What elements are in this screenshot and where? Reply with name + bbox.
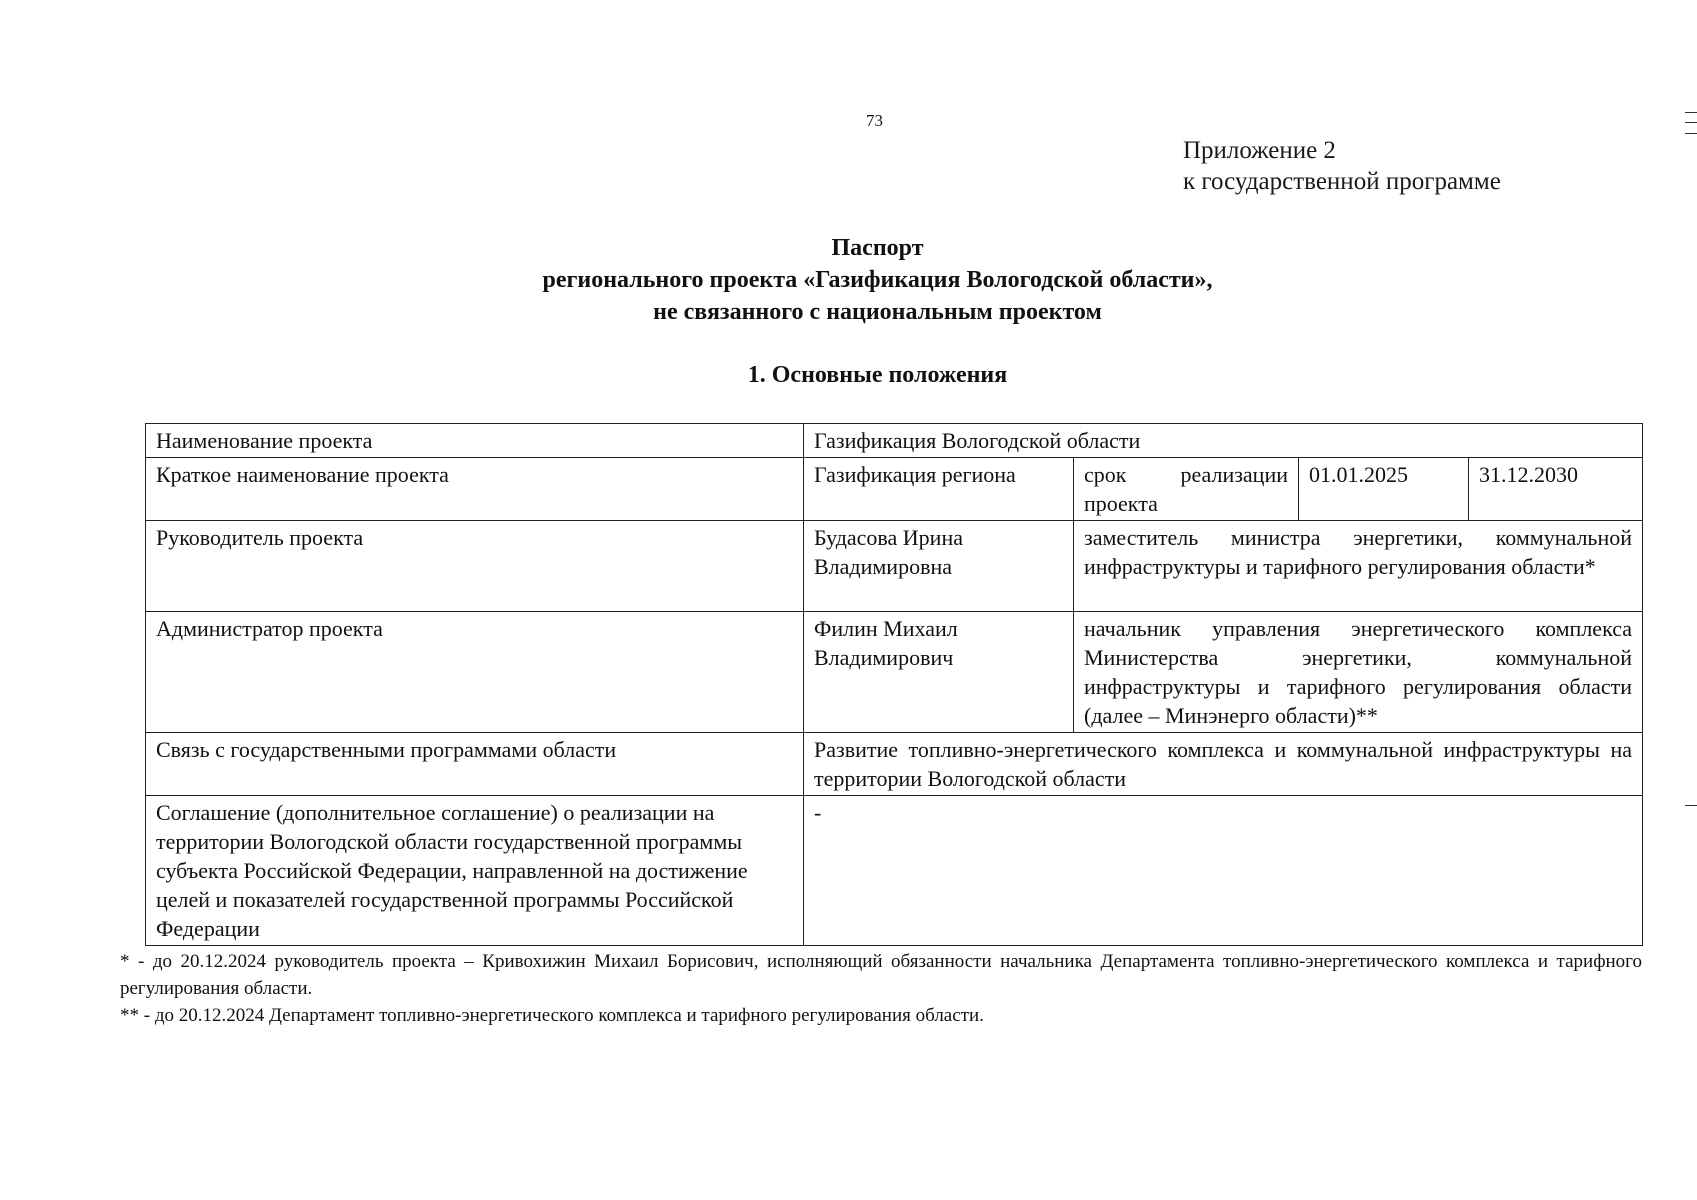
table-row <box>146 612 1643 733</box>
short-name-label: Краткое наименование проекта <box>146 458 804 521</box>
appendix-line-2: к государственной программе <box>1183 168 1501 195</box>
leader-name: Будасова Ирина Владимировна <box>804 521 1074 612</box>
document-title <box>0 232 1697 328</box>
passport-table <box>145 423 1643 946</box>
agreement-value: - <box>804 796 1643 946</box>
title-line-3: не связанного с национальным проектом <box>653 299 1102 325</box>
short-name-value: Газификация региона <box>804 458 1074 521</box>
leader-label: Руководитель проекта <box>146 521 804 612</box>
table-row <box>146 458 1643 521</box>
term-label: срок реализации проекта <box>1074 458 1299 521</box>
administrator-position: начальник управления энергетического комплекса Министерства энергетики, коммунальной инфраструктуры и тарифного регулирования области (далее – Минэнерго области)** <box>1074 612 1643 733</box>
table-row <box>146 796 1643 946</box>
programs-link-label: Связь с государственными программами области <box>146 733 804 796</box>
title-line-2: регионального проекта «Газификация Вологодской области», <box>542 267 1213 293</box>
programs-link-value: Развитие топливно-энергетического комплекса и коммунальной инфраструктуры на территории Вологодской области <box>804 733 1643 796</box>
footnotes <box>120 948 1642 1029</box>
appendix-note <box>1183 135 1501 197</box>
page-number: 73 <box>866 111 883 130</box>
footnote-2: ** - до 20.12.2024 Департамент топливно-энергетического комплекса и тарифного регулирования области. <box>120 1005 984 1026</box>
table-row <box>146 424 1643 458</box>
start-date: 01.01.2025 <box>1299 458 1469 521</box>
administrator-name: Филин Михаил Владимирович <box>804 612 1074 733</box>
end-date: 31.12.2030 <box>1469 458 1643 521</box>
scan-edge-mark <box>1685 122 1697 123</box>
leader-position: заместитель министра энергетики, коммунальной инфраструктуры и тарифного регулирования области* <box>1074 521 1643 612</box>
footnote-1: * - до 20.12.2024 руководитель проекта – Кривохижин Михаил Борисович, исполняющий обязанности начальника Департамента топливно-энергетического комплекса и тарифного регулирования области. <box>120 951 1642 999</box>
scan-edge-mark <box>1685 112 1697 113</box>
project-name-value: Газификация Вологодской области <box>804 424 1643 458</box>
table-row <box>146 733 1643 796</box>
section-heading: 1. Основные положения <box>747 362 1008 388</box>
scan-edge-mark <box>1685 805 1697 806</box>
project-name-label: Наименование проекта <box>146 424 804 458</box>
title-line-1: Паспорт <box>831 235 924 261</box>
table-row <box>146 521 1643 612</box>
scan-edge-mark <box>1685 133 1697 134</box>
administrator-label: Администратор проекта <box>146 612 804 733</box>
appendix-line-1: Приложение 2 <box>1183 137 1336 164</box>
agreement-label: Соглашение (дополнительное соглашение) о реализации на территории Вологодской области государственной программы субъекта Российской Федерации, направленной на достижение целей и показателей государственной программы Российской Федерации <box>146 796 804 946</box>
